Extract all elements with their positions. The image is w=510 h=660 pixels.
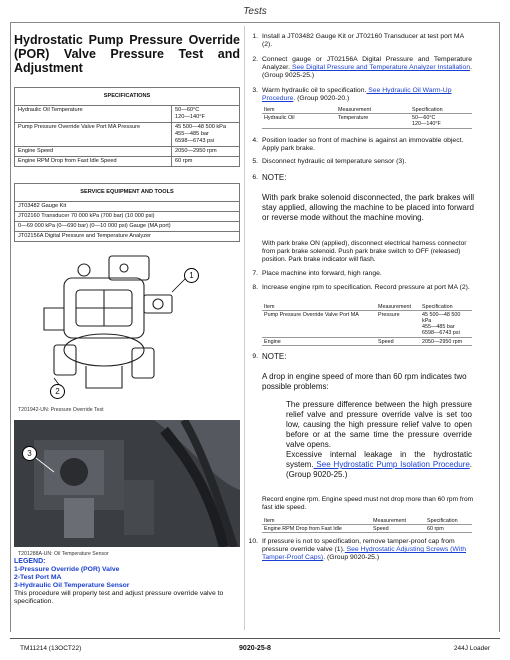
footer-doc-id: TM11214 (13OCT22) [20,645,82,652]
table-row: Engine RPM Drop from Fast Idle Speed 60 rpm [15,157,240,167]
left-border [10,22,11,632]
step-5: 5. Disconnect hydraulic oil temperature sensor (3). [252,158,407,165]
footer-divider [10,638,500,639]
adjusting-screws-link[interactable]: See Hydrostatic Adjusting Screws (With Tamper-Proof Caps) [262,546,466,562]
figure-2-caption: T201288A-UN: Oil Temperature Sensor [18,551,109,557]
analyzer-installation-link[interactable]: See Digital Pressure and Temperature Analyzer Installation [289,64,471,72]
note-9-text: A drop in engine speed of more than 60 rpm indicates two possible problems: [262,372,467,391]
step-4: 4. Position loader so front of machine is against an immovable object. Apply park brake. [252,137,464,153]
note-9-cause-b: Excessive internal leakage in the hydrostatic system. See Hydrostatic Pump Isolation Procedure. (Group 9020-25.) [286,450,472,479]
step-6-paragraph: With park brake ON (applied), disconnect electrical harness connector from park brake solenoid. Push park brake switch to OFF (released) position. Park brake indicator will flash. [262,240,467,264]
header-divider [10,22,500,23]
section-header: Tests [243,6,267,17]
pump-illustration [14,250,240,400]
table-row: Engine Speed 2050—2950 rpm [15,147,240,157]
service-tools-table [14,183,240,242]
table-row: Engine Speed 2050—2950 rpm [262,338,472,346]
pump-isolation-link[interactable]: See Hydrostatic Pump Isolation Procedure [313,460,470,469]
oil-temp-sensor-photo [14,420,240,547]
tools-heading: SERVICE EQUIPMENT AND TOOLS [15,184,240,202]
figure-1-caption: T201942-UN: Pressure Override Test [18,407,104,413]
step-8: 8. Increase engine rpm to specification. Record pressure at port MA (2). [252,284,470,291]
step-6-note: 6. NOTE: [252,173,287,182]
footer-model: 244J Loader [453,645,490,652]
photo-drawing [14,420,240,547]
callout-3: 3 [22,446,37,461]
table-row: Item Measurement Specification [262,303,472,311]
column-divider [244,26,245,630]
oil-warm-up-link[interactable]: See Hydraulic Oil Warm-Up Procedure [262,87,452,103]
right-border [499,22,500,632]
table-row: Hydraulic Oil Temperature 50—60°C 120—140°F [15,106,240,123]
legend-item: 1-Pressure Override (POR) Valve [14,566,120,573]
legend-item: 3-Hydraulic Oil Temperature Sensor [14,582,130,589]
step-7: 7. Place machine into forward, high range. [252,270,382,277]
spec-heading: SPECIFICATIONS [15,88,240,106]
table-row: Pump Pressure Override Valve Port MA Pressure 45 500—48 500 kPa 455—485 bar 6598—6743 psi [262,311,472,338]
step-8-table [262,303,472,346]
legend-title: LEGEND: [14,558,46,565]
table-row: Engine RPM Drop from Fast Idle Speed 60 rpm [262,525,472,533]
callout-1: 1 [184,268,199,283]
step-9-paragraph: Record engine rpm. Engine speed must not drop more than 60 rpm from fast idle speed. [262,496,474,512]
legend [14,558,240,606]
procedure-description: This procedure will properly test and adjust pressure override valve to specification. [14,590,224,605]
pump-drawing [14,250,240,400]
table-row: Hydraulic Oil Temperature 50—60°C 120—140°F [262,114,472,128]
table-row: Item Measurement Specification [262,517,472,525]
step-3-table [262,106,472,129]
specifications-table [14,87,240,167]
step-3: 3. Warm hydraulic oil to specification. See Hydraulic Oil Warm-Up Procedure. (Group 9020-20.) [252,87,452,103]
callout-2: 2 [50,384,65,399]
page-title: Hydrostatic Pump Pressure Override (POR) Valve Pressure Test and Adjustment [14,33,240,75]
step-10: 10. If pressure is not to specification, remove tamper-proof cap from pressure override valve (1). See Hydrostatic Adjusting Screws (With Tamper-Proof Caps). (Group 9020-25.) [248,538,466,562]
table-row: 0—69 000 kPa (0—690 bar) (0—10 000 psi) Gauge (MA port) [15,222,240,232]
step-9-table [262,517,472,533]
note-9-cause-a: The pressure difference between the high pressure relief valve and pressure override valve is set too low, causing the high pressure relief valve to open before or at the same time the pressure override valve opens. [286,400,472,449]
table-row: Pump Pressure Override Valve Port MA Pressure 45 500—48 500 kPa 455—485 bar 6598—6743 psi [15,123,240,147]
legend-item: 2-Test Port MA [14,574,62,581]
step-9-note: 9. NOTE: [252,352,287,361]
step-1: 1. Install a JT03482 Gauge Kit or JT02160 Transducer at test port MA (2). [252,33,464,49]
note-6-text: With park brake solenoid disconnected, the park brakes will stay applied, allowing the machine to be placed into forward or reverse mode without the machine moving. [262,193,474,222]
table-row: JT03482 Gauge Kit [15,202,240,212]
table-row: Item Measurement Specification [262,106,472,114]
footer-page-number: 9020-25-8 [239,645,271,652]
step-2: 2. Connect gauge or JT02156A Digital Pressure and Temperature Analyzer. See Digital Pressure and Temperature Analyzer Installation. (Group 9025-25.) [252,56,472,80]
table-row: JT02160 Transducer 70 000 kPa (700 bar) (10 000 psi) [15,212,240,222]
table-row: JT02156A Digital Pressure and Temperature Analyzer [15,232,240,242]
